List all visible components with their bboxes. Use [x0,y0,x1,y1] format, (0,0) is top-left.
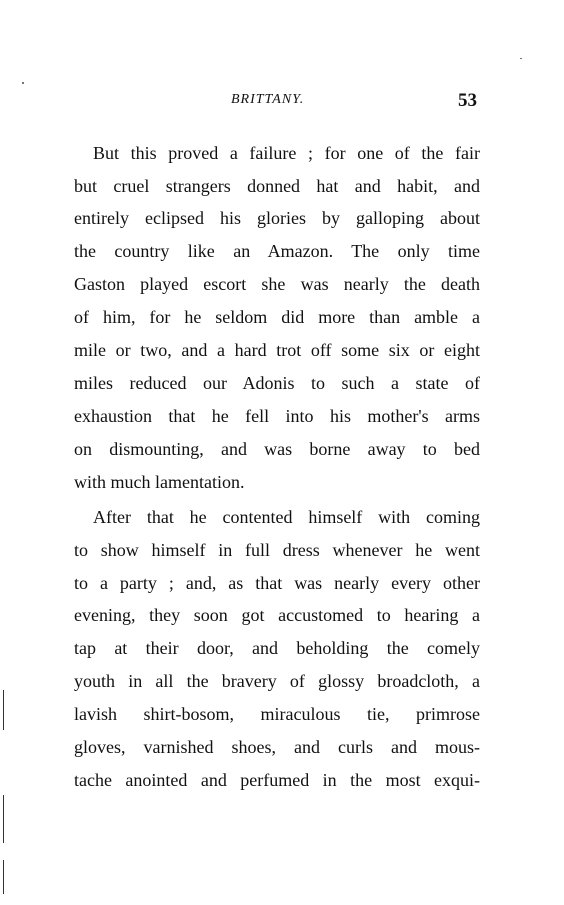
text-line: Gaston played escort she was nearly the death [74,274,480,294]
text-line: tap at their door, and beholding the comely [74,638,480,658]
text-line: youth in all the bravery of glossy broadcloth, a [74,671,480,691]
running-head [0,92,564,116]
text-line: exhaustion that he fell into his mother's arms [74,406,480,426]
text-line: mile or two, and a hard trot off some six or eight [74,340,480,360]
text-line: lavish shirt-bosom, miraculous tie, primrose [74,704,480,724]
text-line: But this proved a failure ; for one of the fair [93,143,480,163]
scan-edge-mark [3,795,4,843]
text-line: miles reduced our Adonis to such a state of [74,373,480,393]
text-line: of him, for he seldom did more than amble a [74,307,480,327]
text-line: After that he contented himself with coming [93,507,480,527]
scan-edge-mark [3,690,4,730]
page-number: 53 [458,90,477,111]
running-title: BRITTANY. [231,92,305,107]
scan-edge-mark [3,860,4,894]
text-line: to show himself in full dress whenever he went [74,540,480,560]
scan-speck [520,58,522,59]
text-line: entirely eclipsed his glories by galloping about [74,208,480,228]
text-line: but cruel strangers donned hat and habit, and [74,176,480,196]
text-line: gloves, varnished shoes, and curls and mous- [74,737,480,757]
text-line: on dismounting, and was borne away to bed [74,439,480,459]
scan-speck [22,82,24,84]
text-line: tache anointed and perfumed in the most exqui- [74,770,480,790]
text-line: the country like an Amazon. The only time [74,241,480,261]
text-line: with much lamentation. [74,472,245,492]
text-line: to a party ; and, as that was nearly every other [74,573,480,593]
text-line: evening, they soon got accustomed to hearing a [74,605,480,625]
